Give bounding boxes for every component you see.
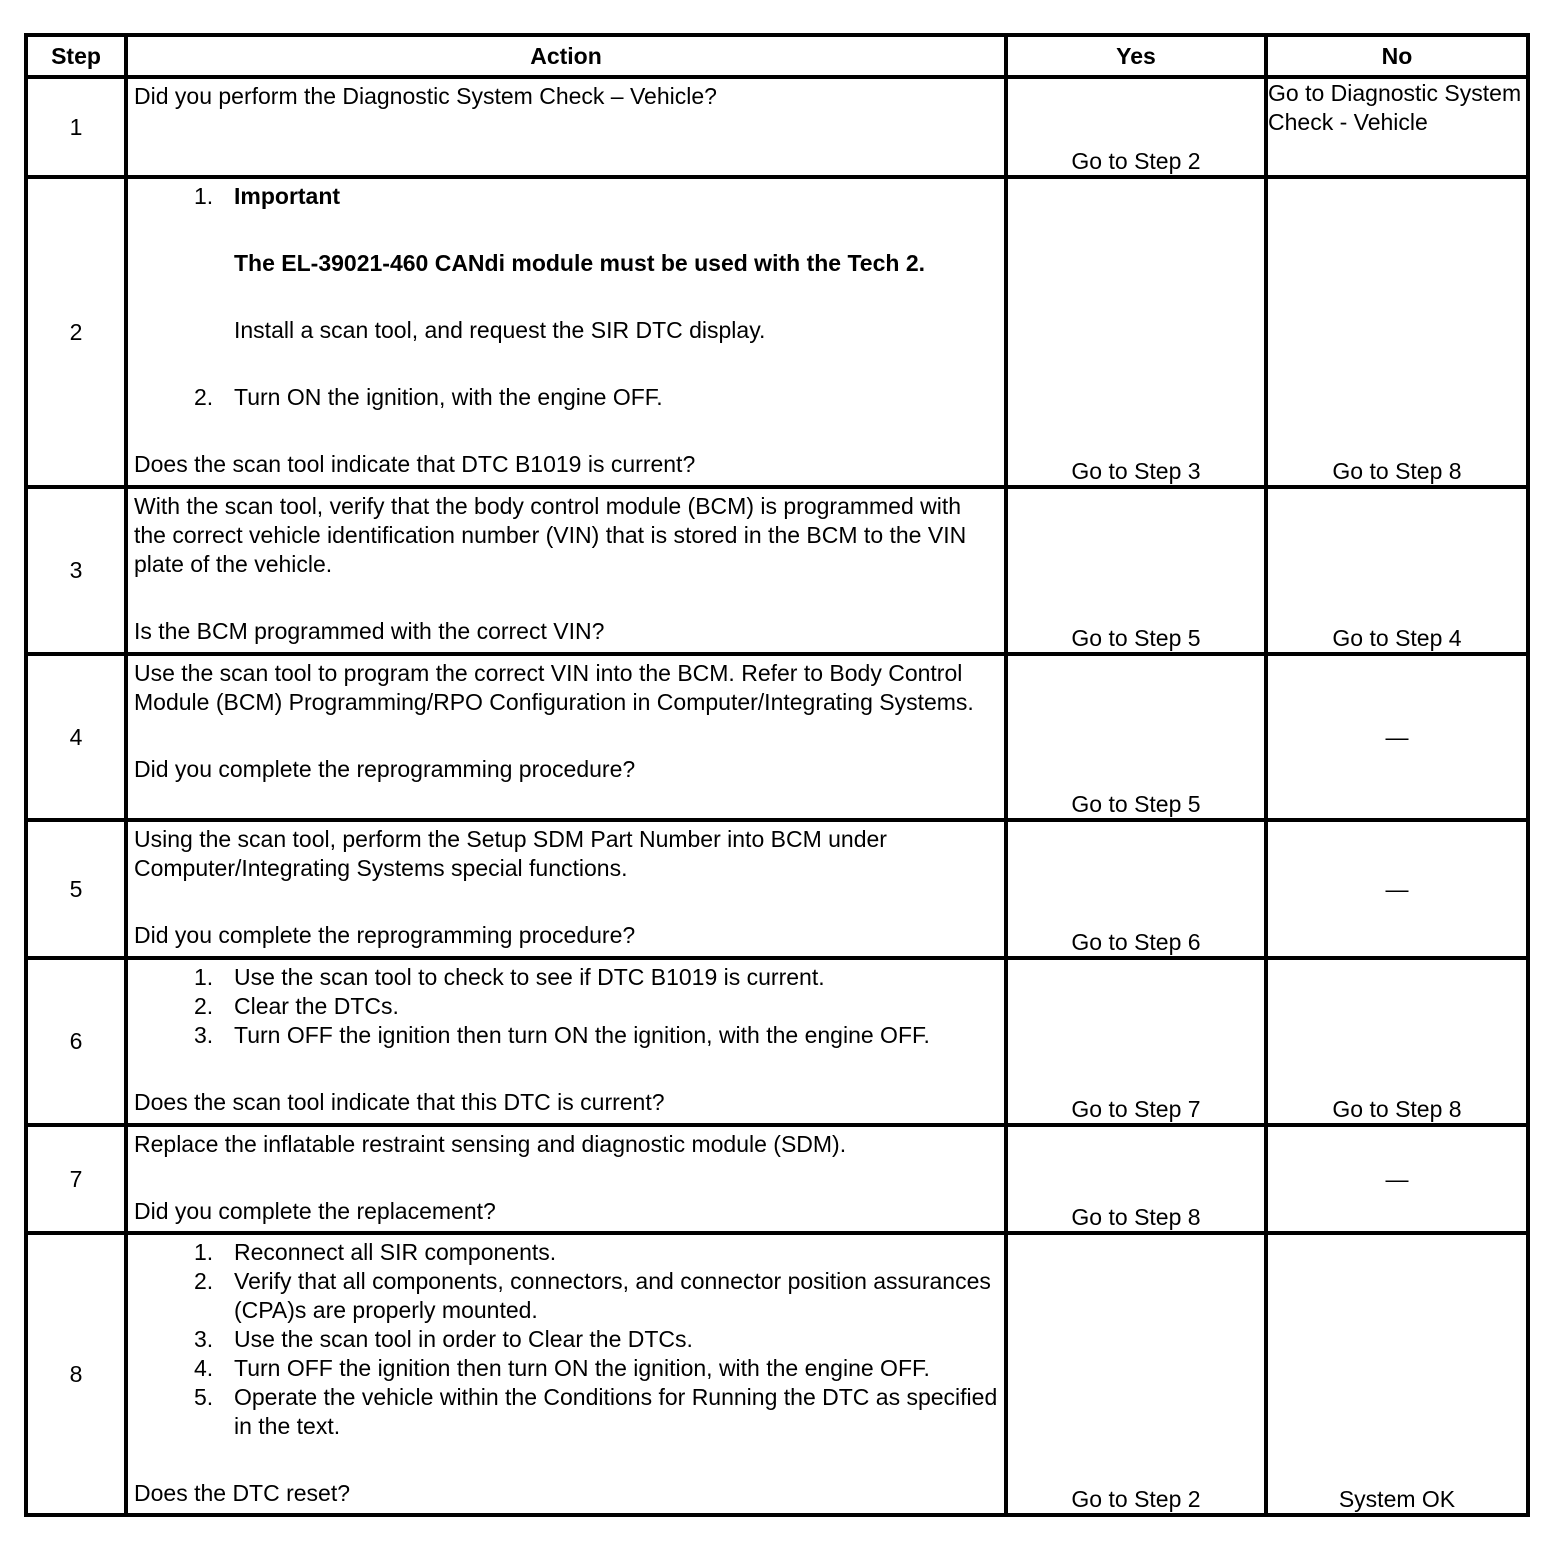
- list-item: [134, 1383, 998, 1441]
- no-cell: System OK: [1266, 1233, 1528, 1515]
- step-number: 5: [26, 820, 126, 958]
- important-label: Important: [234, 183, 341, 209]
- no-cell: Go to Step 8: [1266, 958, 1528, 1125]
- action-question: Does the scan tool indicate that this DTC is current?: [134, 1089, 665, 1115]
- step-number: 2: [26, 177, 126, 487]
- table-row: [26, 654, 1528, 820]
- step-number: 4: [26, 654, 126, 820]
- yes-cell: Go to Step 2: [1006, 1233, 1266, 1515]
- yes-cell: Go to Step 5: [1006, 654, 1266, 820]
- yes-cell: Go to Step 3: [1006, 177, 1266, 487]
- no-cell: Go to Step 8: [1266, 177, 1528, 487]
- no-cell: —: [1266, 1125, 1528, 1233]
- action-text: Using the scan tool, perform the Setup SDM Part Number into BCM under Computer/Integrating Systems special functions.: [134, 826, 887, 881]
- item-number: 2.: [194, 384, 214, 410]
- list-item: [134, 1021, 998, 1050]
- action-question: Did you complete the replacement?: [134, 1198, 496, 1224]
- table-row: [26, 77, 1528, 177]
- list-item: [134, 1238, 998, 1267]
- item-number: 3.: [194, 1022, 214, 1048]
- no-cell: Go to Diagnostic System Check - Vehicle: [1266, 77, 1528, 177]
- item-text: Use the scan tool in order to Clear the DTCs.: [234, 1326, 693, 1352]
- item-text: Install a scan tool, and request the SIR DTC display.: [234, 317, 766, 343]
- item-number: 3.: [194, 1326, 214, 1352]
- action-cell: [126, 958, 1006, 1125]
- action-text: Use the scan tool to program the correct VIN into the BCM. Refer to Body Control Module (BCM) Programming/RPO Configuration in Computer/Integrating Systems.: [134, 660, 974, 715]
- action-cell: [126, 177, 1006, 487]
- list-item: [134, 182, 998, 211]
- action-question: Did you complete the reprogramming procedure?: [134, 922, 636, 948]
- action-text: Replace the inflatable restraint sensing and diagnostic module (SDM).: [134, 1131, 847, 1157]
- table-row: [26, 487, 1528, 654]
- list-item: [134, 1267, 998, 1325]
- table-row: [26, 820, 1528, 958]
- step-number: 3: [26, 487, 126, 654]
- no-cell: Go to Step 4: [1266, 487, 1528, 654]
- action-question: Did you complete the reprogramming procedure?: [134, 756, 636, 782]
- item-number: 1.: [194, 964, 214, 990]
- yes-cell: Go to Step 5: [1006, 487, 1266, 654]
- step-number: 1: [26, 77, 126, 177]
- yes-cell: Go to Step 6: [1006, 820, 1266, 958]
- table-row: [26, 958, 1528, 1125]
- yes-cell: Go to Step 2: [1006, 77, 1266, 177]
- item-number: 4.: [194, 1355, 214, 1381]
- list-item: [134, 992, 998, 1021]
- step-number: 6: [26, 958, 126, 1125]
- action-text: Did you perform the Diagnostic System Check – Vehicle?: [134, 83, 717, 109]
- item-text: Turn OFF the ignition then turn ON the ignition, with the engine OFF.: [234, 1355, 930, 1381]
- list-item: [134, 1354, 998, 1383]
- yes-cell: Go to Step 7: [1006, 958, 1266, 1125]
- action-question: Does the DTC reset?: [134, 1480, 351, 1506]
- no-cell: —: [1266, 654, 1528, 820]
- action-cell: [126, 77, 1006, 177]
- header-row: [26, 35, 1528, 77]
- header-no: No: [1266, 35, 1528, 77]
- item-text: Turn OFF the ignition then turn ON the ignition, with the engine OFF.: [234, 1022, 930, 1048]
- step-number: 7: [26, 1125, 126, 1233]
- action-cell: [126, 1233, 1006, 1515]
- header-step: Step: [26, 35, 126, 77]
- item-number: 2.: [194, 993, 214, 1019]
- item-text: Operate the vehicle within the Conditions for Running the DTC as specified in the text.: [234, 1384, 998, 1439]
- table-row: [26, 177, 1528, 487]
- list-item: [134, 963, 998, 992]
- header-yes: Yes: [1006, 35, 1266, 77]
- item-number: 1.: [194, 183, 214, 209]
- item-text: Clear the DTCs.: [234, 993, 399, 1019]
- item-text: Verify that all components, connectors, and connector position assurances (CPA)s are properly mounted.: [234, 1268, 991, 1323]
- list-item: [134, 383, 998, 412]
- action-cell: [126, 487, 1006, 654]
- action-question: Does the scan tool indicate that DTC B1019 is current?: [134, 451, 696, 477]
- action-cell: [126, 820, 1006, 958]
- no-cell: —: [1266, 820, 1528, 958]
- yes-cell: Go to Step 8: [1006, 1125, 1266, 1233]
- table-row: [26, 1233, 1528, 1515]
- list-item: [134, 1325, 998, 1354]
- header-action: Action: [126, 35, 1006, 77]
- action-text: With the scan tool, verify that the body control module (BCM) is programmed with the correct vehicle identification number (VIN) that is stored in the BCM to the VIN plate of the vehicle.: [134, 493, 967, 577]
- item-number: 5.: [194, 1384, 214, 1410]
- action-cell: [126, 1125, 1006, 1233]
- item-text: Use the scan tool to check to see if DTC B1019 is current.: [234, 964, 825, 990]
- item-number: 1.: [194, 1239, 214, 1265]
- step-number: 8: [26, 1233, 126, 1515]
- item-text: Turn ON the ignition, with the engine OFF.: [234, 384, 663, 410]
- item-text: Reconnect all SIR components.: [234, 1239, 557, 1265]
- action-cell: [126, 654, 1006, 820]
- action-question: Is the BCM programmed with the correct VIN?: [134, 618, 605, 644]
- table-row: [26, 1125, 1528, 1233]
- diagnostic-table: [24, 33, 1530, 1517]
- item-number: 2.: [194, 1268, 214, 1294]
- important-note: The EL-39021-460 CANdi module must be used with the Tech 2.: [234, 250, 925, 276]
